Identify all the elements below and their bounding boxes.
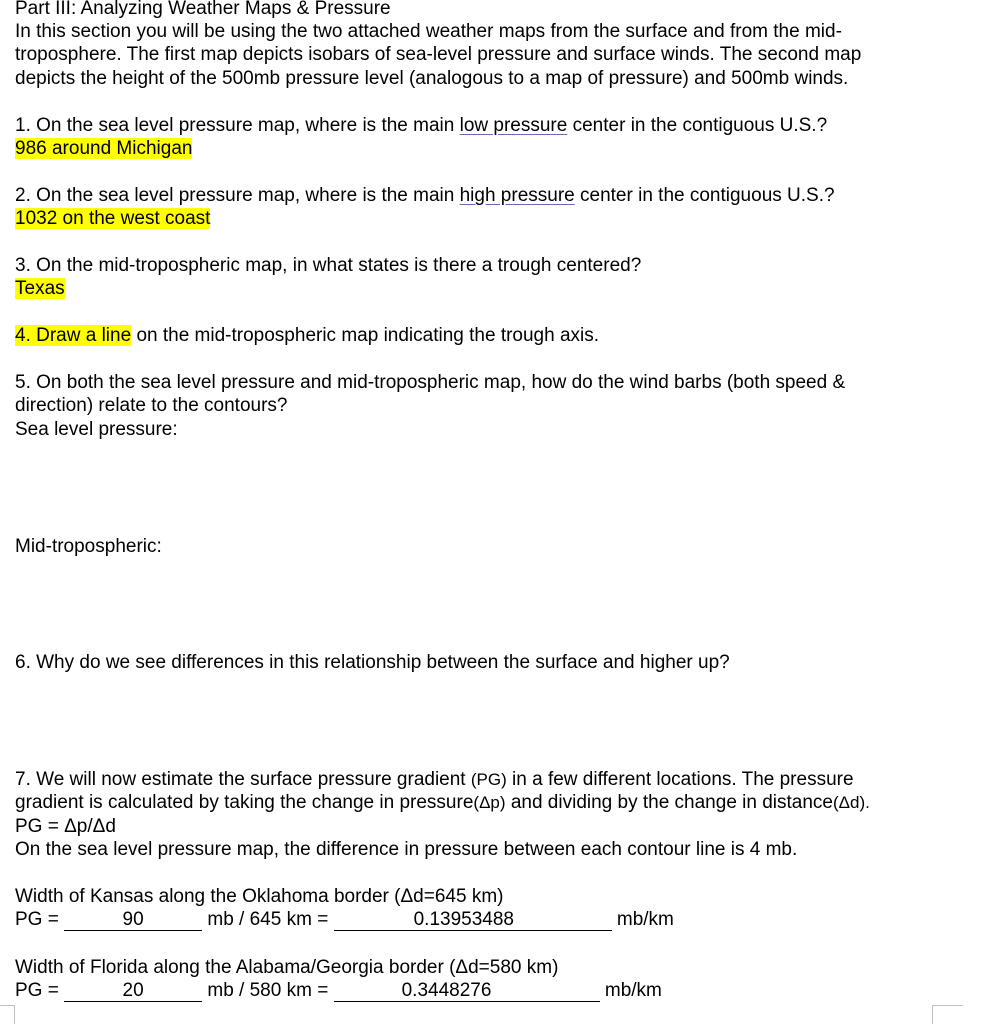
question-4: [15, 324, 599, 347]
q1-suffix: center in the contiguous U.S.?: [567, 115, 828, 136]
florida-pg-row: [15, 979, 662, 1002]
question-1: [15, 114, 827, 137]
question-3: 3. On the mid-tropospheric map, in what states is there a trough centered?: [15, 255, 642, 276]
q2-prefix: 2. On the sea level pressure map, where is the main: [15, 185, 460, 206]
question-2: [15, 184, 835, 207]
florida-label: Width of Florida along the Alabama/Georgia border (Δd=580 km): [15, 957, 559, 978]
intro-line-2: troposphere. The first map depicts isobars of sea-level pressure and surface winds. The second map: [15, 44, 862, 65]
kansas-unit: mb/km: [611, 909, 674, 930]
answer-3-text: Texas: [15, 278, 65, 299]
q7-line2-c: and dividing by the change in distance: [505, 792, 833, 813]
kansas-result: 0.13953488: [413, 909, 514, 930]
contour-note: On the sea level pressure map, the difference in pressure between each contour line is 4 mb.: [15, 839, 798, 860]
q2-keyword: high pressure: [459, 185, 575, 206]
q4-highlight: 4. Draw a line: [15, 325, 132, 346]
mid-tropospheric-label: Mid-tropospheric:: [15, 536, 162, 557]
page-title: Part III: Analyzing Weather Maps & Pressure: [15, 0, 391, 19]
kansas-mid: mb / 645 km =: [202, 909, 334, 930]
q7-part-c: in a few different locations. The pressure: [506, 769, 854, 790]
question-5-line-2: direction) relate to the contours?: [15, 395, 288, 416]
question-6: 6. Why do we see differences in this relationship between the surface and higher up?: [15, 652, 730, 673]
answer-1: [15, 137, 192, 160]
florida-result: 0.3448276: [401, 980, 492, 1001]
question-7-line-1: [15, 768, 854, 791]
q1-keyword: low pressure: [459, 115, 568, 136]
q1-prefix: 1. On the sea level pressure map, where is the main: [15, 115, 460, 136]
q7-dd-symbol: (Δd).: [833, 793, 870, 812]
florida-pg-label: PG =: [15, 980, 65, 1001]
kansas-dp-field[interactable]: 90: [64, 910, 202, 931]
page-corner-left: [0, 1005, 15, 1024]
q4-rest: on the mid-tropospheric map indicating the trough axis.: [131, 325, 600, 346]
kansas-pg-label: PG =: [15, 909, 65, 930]
intro-line-1: In this section you will be using the two attached weather maps from the surface and from the mid-: [15, 21, 842, 42]
q2-suffix: center in the contiguous U.S.?: [574, 185, 835, 206]
page-corner-right: [932, 1005, 963, 1024]
answer-1-text: 986 around Michigan: [15, 138, 193, 159]
answer-3: [15, 277, 65, 300]
answer-2-text: 1032 on the west coast: [15, 208, 211, 229]
kansas-label: Width of Kansas along the Oklahoma border (Δd=645 km): [15, 886, 504, 907]
florida-mid: mb / 580 km =: [202, 980, 334, 1001]
q7-pg-abbrev: (PG): [470, 770, 507, 789]
florida-dp-field[interactable]: 20: [64, 981, 202, 1002]
florida-result-field[interactable]: [334, 981, 600, 1002]
question-5-line-1: 5. On both the sea level pressure and mid-tropospheric map, how do the wind barbs (both speed &: [15, 372, 846, 393]
kansas-pg-row: [15, 908, 674, 931]
q7-line2-a: gradient is calculated by taking the change in pressure: [15, 792, 474, 813]
florida-unit: mb/km: [599, 980, 662, 1001]
intro-line-3: depicts the height of the 500mb pressure level (analogous to a map of pressure) and 500mb winds.: [15, 68, 849, 89]
kansas-result-field[interactable]: [334, 910, 612, 931]
sea-level-label: Sea level pressure:: [15, 419, 178, 440]
question-7-line-2: [15, 791, 870, 814]
q7-part-a: 7. We will now estimate the surface pressure gradient: [15, 769, 471, 790]
q7-dp-symbol: (Δp): [473, 793, 506, 812]
pg-formula: PG = Δp/Δd: [15, 816, 116, 837]
answer-2: [15, 207, 210, 230]
